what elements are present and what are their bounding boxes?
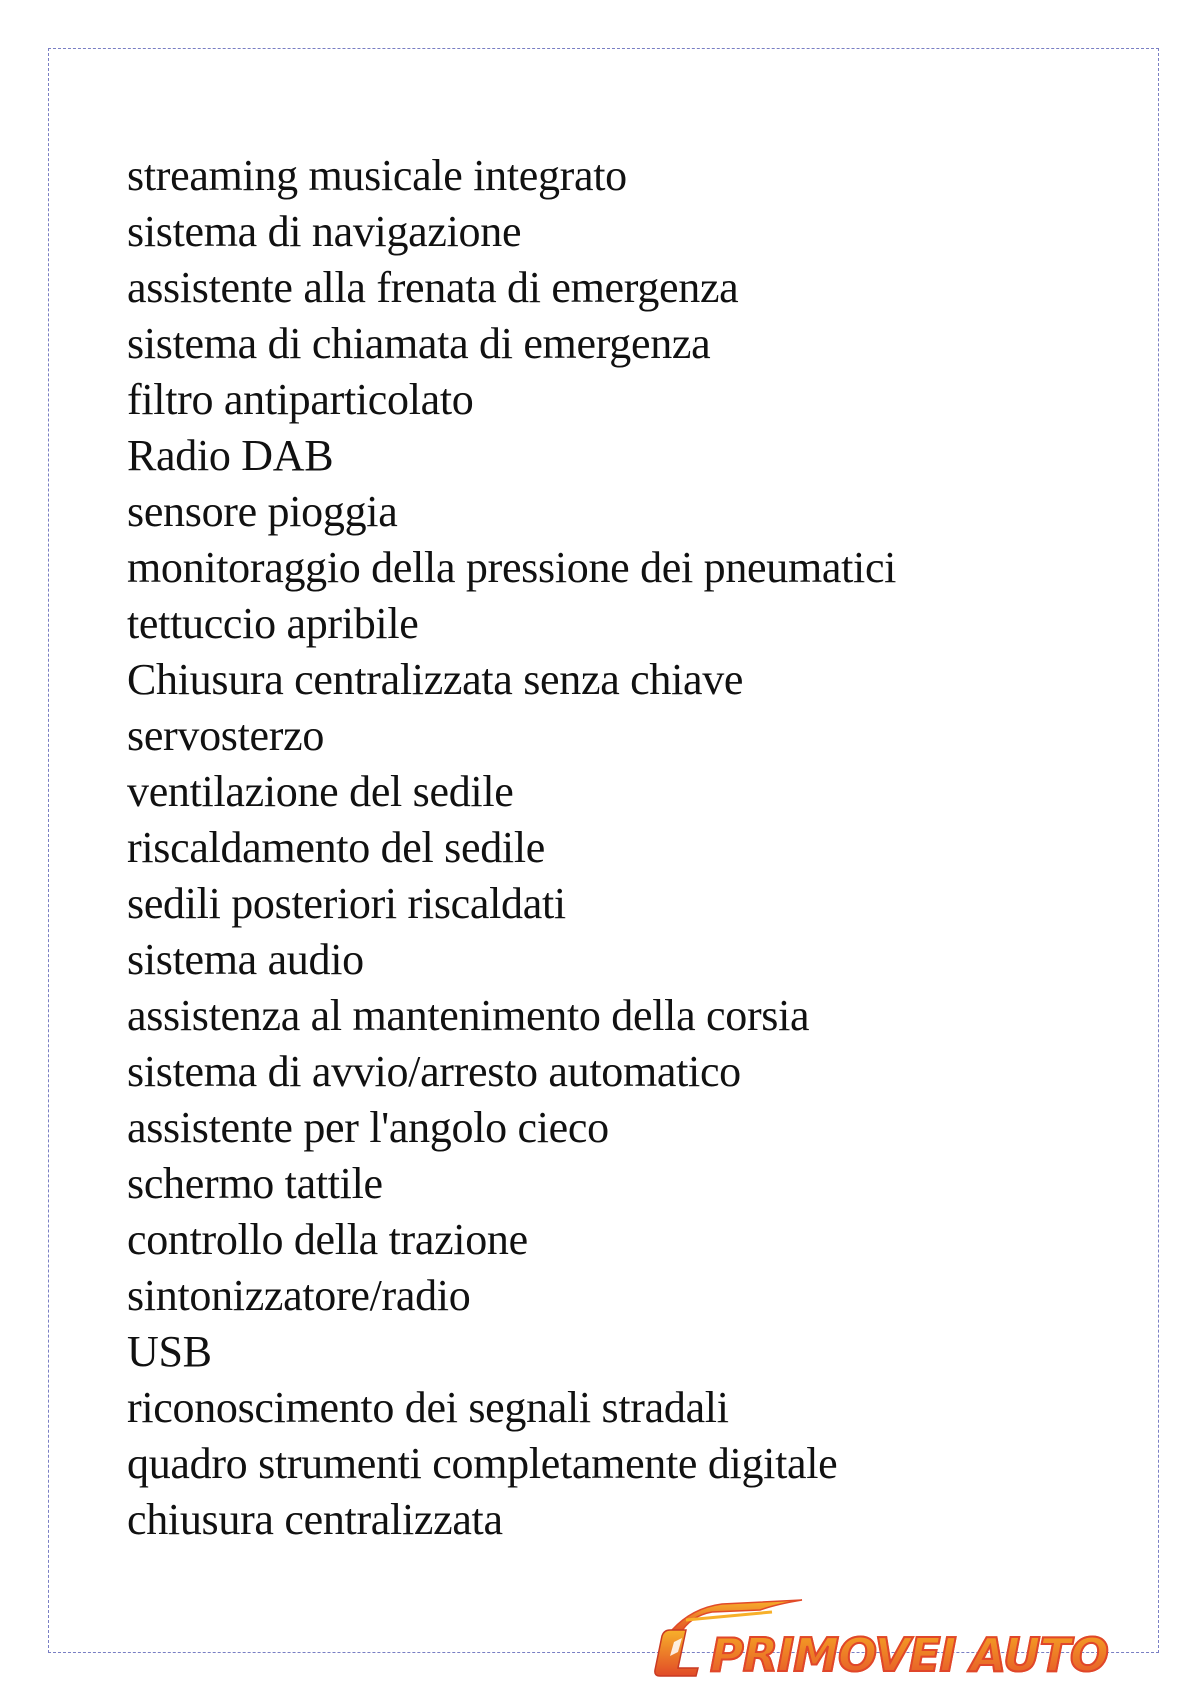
feature-item: riscaldamento del sedile bbox=[127, 823, 545, 872]
feature-item: assistente per l'angolo cieco bbox=[127, 1103, 609, 1152]
feature-item: monitoraggio della pressione dei pneumatici bbox=[127, 543, 897, 592]
feature-item: tettuccio apribile bbox=[127, 599, 419, 648]
feature-item: Chiusura centralizzata senza chiave bbox=[127, 655, 744, 704]
feature-item: quadro strumenti completamente digitale bbox=[127, 1439, 838, 1488]
feature-item: sistema di chiamata di emergenza bbox=[127, 319, 711, 368]
feature-item: streaming musicale integrato bbox=[127, 151, 627, 200]
feature-item: controllo della trazione bbox=[127, 1215, 528, 1264]
feature-item: assistenza al mantenimento della corsia bbox=[127, 991, 810, 1040]
feature-item: sistema di avvio/arresto automatico bbox=[127, 1047, 741, 1096]
feature-item: servosterzo bbox=[127, 711, 325, 760]
feature-item: assistente alla frenata di emergenza bbox=[127, 263, 739, 312]
feature-item: Radio DAB bbox=[127, 431, 334, 480]
feature-item: sedili posteriori riscaldati bbox=[127, 879, 566, 928]
feature-item: filtro antiparticolato bbox=[127, 375, 474, 424]
feature-item: schermo tattile bbox=[127, 1159, 383, 1208]
feature-item: riconoscimento dei segnali stradali bbox=[127, 1383, 729, 1432]
feature-item: sensore pioggia bbox=[127, 487, 398, 536]
feature-list bbox=[127, 148, 896, 1548]
feature-item: sistema audio bbox=[127, 935, 364, 984]
feature-item: USB bbox=[127, 1327, 212, 1376]
feature-item: chiusura centralizzata bbox=[127, 1495, 503, 1544]
feature-item: sistema di navigazione bbox=[127, 207, 522, 256]
feature-item: ventilazione del sedile bbox=[127, 767, 514, 816]
feature-item: sintonizzatore/radio bbox=[127, 1271, 471, 1320]
primovei-auto-logo bbox=[652, 1590, 1192, 1682]
logo-wordmark: PRIMOVEI AUTO bbox=[710, 1628, 1109, 1682]
